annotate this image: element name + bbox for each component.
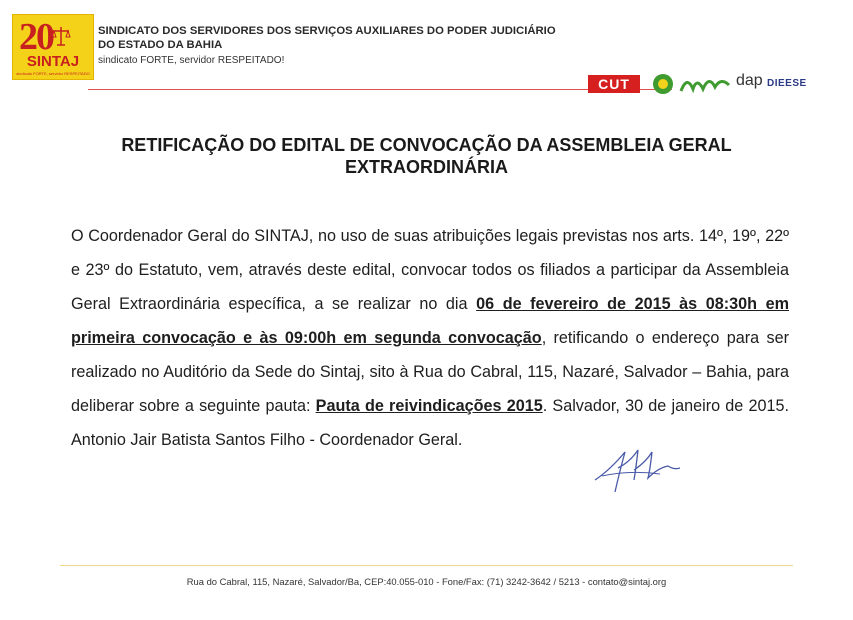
- logo-name: SINTAJ: [26, 53, 80, 70]
- org-name-line1: SINDICATO DOS SERVIDORES DOS SERVIÇOS AUXILIARES DO PODER JUDICIÁRIO: [98, 25, 556, 37]
- scales-icon: [51, 25, 71, 47]
- edital-paragraph: [71, 219, 789, 457]
- header-divider: [88, 89, 672, 90]
- organization-header: [98, 24, 556, 68]
- paragraph-part1: O Coordenador Geral do SINTAJ, no uso de suas atribuições legais previstas nos arts. 14º, 19º, 22º e 23º do Estatuto, vem, através deste edital, convocar todos os filiados a participar da Assembleia Geral Extraordinária específica, a se realizar no dia: [71, 227, 789, 313]
- affiliate-script-logo-icon: [679, 73, 733, 95]
- cut-logo: CUT: [588, 75, 640, 93]
- dap-logo: dap: [736, 72, 763, 89]
- footer-contact: Rua do Cabral, 115, Nazaré, Salvador/Ba, CEP:40.055-010 - Fone/Fax: (71) 3242-3642 / 5213 - contato@sintaj.org: [186, 576, 667, 587]
- org-name-line2: DO ESTADO DA BAHIA: [98, 39, 223, 51]
- title-line2: EXTRAORDINÁRIA: [344, 157, 508, 177]
- dieese-logo: DIEESE: [767, 78, 807, 89]
- meeting-date-emphasis: 06 de fevereiro de 2015 às 08:30h em primeira convocação e às 09:00h em segunda convocação: [71, 295, 789, 347]
- document-title: [60, 134, 793, 178]
- sintaj-logo: [12, 14, 94, 80]
- logo-number: 20: [19, 16, 53, 58]
- paragraph-part2: , retificando o endereço para ser realizado no Auditório da Sede do Sintaj, sito à Rua do Cabral, 115, Nazaré, Salvador – Bahia, para deliberar sobre a seguinte pauta:: [71, 329, 789, 415]
- affiliate-emblem-icon: [653, 74, 673, 94]
- logo-tagline: sindicato FORTE, servidor RESPEITADO: [16, 71, 90, 76]
- agenda-emphasis: Pauta de reivindicações 2015: [315, 397, 543, 415]
- org-slogan: sindicato FORTE, servidor RESPEITADO!: [98, 55, 285, 66]
- paragraph-part3: . Salvador, 30 de janeiro de 2015. Antonio Jair Batista Santos Filho - Coordenador Geral.: [71, 397, 789, 449]
- handwritten-signature-icon: [590, 440, 685, 495]
- footer-divider: [60, 565, 793, 566]
- title-line1: RETIFICAÇÃO DO EDITAL DE CONVOCAÇÃO DA ASSEMBLEIA GERAL: [121, 135, 732, 155]
